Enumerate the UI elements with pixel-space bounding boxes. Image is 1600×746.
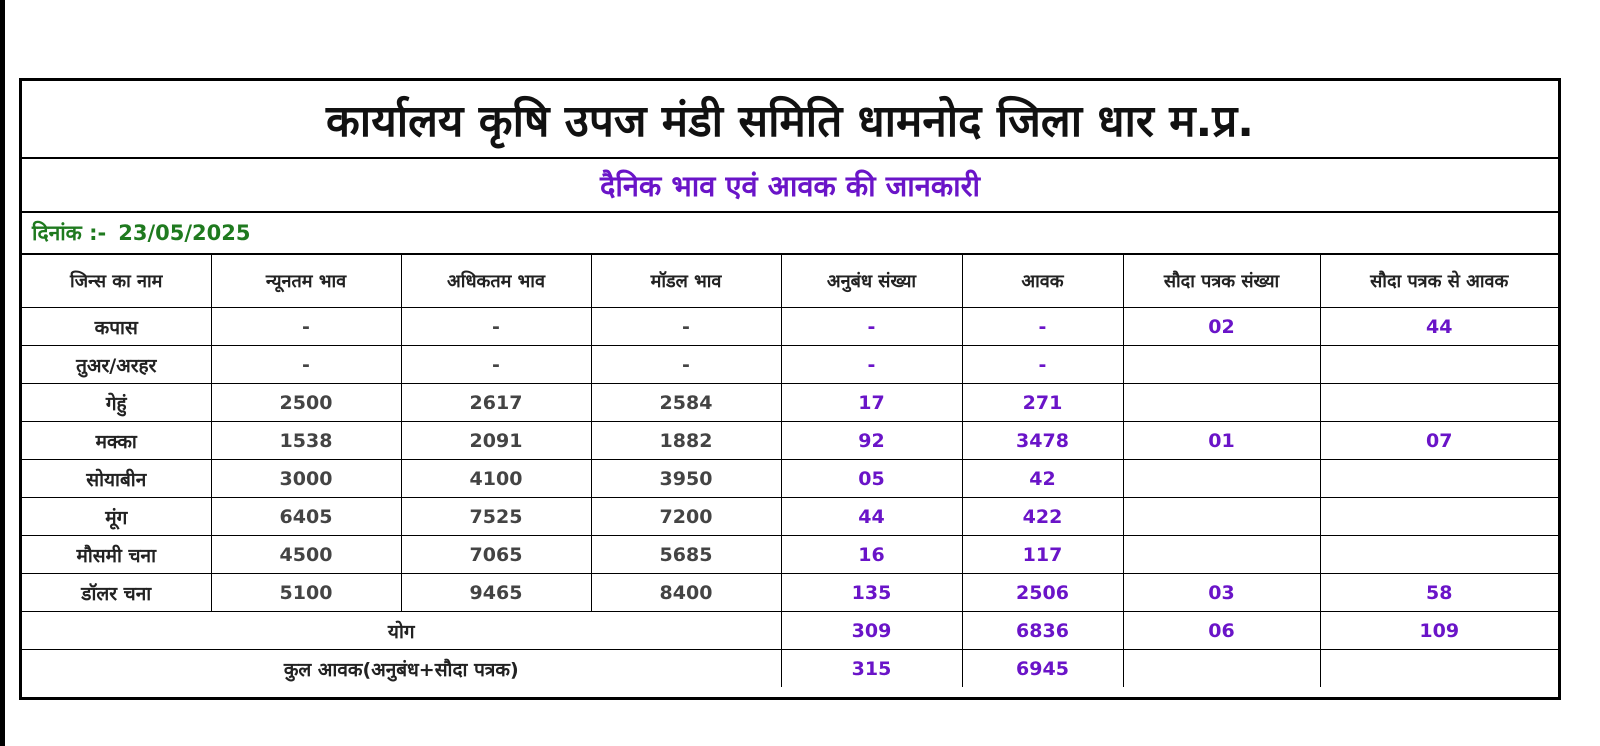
sauda-count [1123,536,1320,574]
total-sauda-arrival: 109 [1320,612,1558,650]
sauda-count [1123,384,1320,422]
model-price: - [591,308,781,346]
max-price: 2091 [401,422,591,460]
commodity-name: कपास [22,308,211,346]
table-row [22,346,1558,384]
model-price: - [591,346,781,384]
sauda-count: 02 [1123,308,1320,346]
header-contract-count: अनुबंध संख्या [781,255,962,308]
sauda-arrival: 58 [1320,574,1558,612]
sauda-count [1123,498,1320,536]
table-row [22,422,1558,460]
table-row [22,308,1558,346]
total-contracts: 309 [781,612,962,650]
max-price: 9465 [401,574,591,612]
min-price: 6405 [211,498,401,536]
min-price: 3000 [211,460,401,498]
max-price: 2617 [401,384,591,422]
sauda-arrival: 44 [1320,308,1558,346]
contract-count: 92 [781,422,962,460]
model-price: 7200 [591,498,781,536]
grand-total-arrival: 6945 [962,650,1123,688]
model-price: 2584 [591,384,781,422]
table-row [22,498,1558,536]
max-price: - [401,346,591,384]
header-min-price: न्यूनतम भाव [211,255,401,308]
commodity-name: डॉलर चना [22,574,211,612]
left-edge-bar [0,0,5,746]
table-row [22,384,1558,422]
contract-count: - [781,308,962,346]
model-price: 1882 [591,422,781,460]
sauda-arrival: 07 [1320,422,1558,460]
contract-count: 17 [781,384,962,422]
commodity-name: मूंग [22,498,211,536]
sauda-count [1123,346,1320,384]
min-price: 1538 [211,422,401,460]
model-price: 8400 [591,574,781,612]
table-row [22,460,1558,498]
sauda-arrival [1320,536,1558,574]
sauda-count: 01 [1123,422,1320,460]
commodity-name: मक्का [22,422,211,460]
sauda-arrival [1320,460,1558,498]
min-price: - [211,308,401,346]
table-row [22,536,1558,574]
date-row [22,213,1558,255]
header-sauda-arrival: सौदा पत्रक से आवक [1320,255,1558,308]
total-sauda-count: 06 [1123,612,1320,650]
arrival: - [962,308,1123,346]
date-label: दिनांक :- [32,221,107,245]
date-value: 23/05/2025 [118,221,251,245]
sauda-count: 03 [1123,574,1320,612]
contract-count: - [781,346,962,384]
max-price: - [401,308,591,346]
total-arrival: 6836 [962,612,1123,650]
model-price: 3950 [591,460,781,498]
max-price: 7065 [401,536,591,574]
total-label: योग [22,612,781,650]
header-arrival: आवक [962,255,1123,308]
commodity-name: सोयाबीन [22,460,211,498]
max-price: 4100 [401,460,591,498]
commodity-name: तुअर/अरहर [22,346,211,384]
commodity-name: गेहुं [22,384,211,422]
arrival: 42 [962,460,1123,498]
grand-total-empty-2 [1320,650,1558,688]
arrival: 422 [962,498,1123,536]
min-price: 4500 [211,536,401,574]
arrival: 3478 [962,422,1123,460]
grand-total-row [22,650,1558,688]
min-price: 2500 [211,384,401,422]
sauda-arrival [1320,384,1558,422]
arrival: 2506 [962,574,1123,612]
report-subtitle: दैनिक भाव एवं आवक की जानकारी [22,159,1558,213]
table-row [22,574,1558,612]
mandi-rate-sheet [19,78,1561,700]
arrival: 271 [962,384,1123,422]
sauda-arrival [1320,346,1558,384]
commodity-name: मौसमी चना [22,536,211,574]
contract-count: 135 [781,574,962,612]
header-model-price: मॉडल भाव [591,255,781,308]
contract-count: 44 [781,498,962,536]
table-header-row [22,255,1558,308]
grand-total-label: कुल आवक(अनुबंध+सौदा पत्रक) [22,650,781,688]
sauda-arrival [1320,498,1558,536]
arrival: 117 [962,536,1123,574]
office-title: कार्यालय कृषि उपज मंडी समिति धामनोद जिला धार म.प्र. [22,81,1558,159]
rates-table [22,255,1558,687]
grand-total-contracts: 315 [781,650,962,688]
header-sauda-count: सौदा पत्रक संख्या [1123,255,1320,308]
min-price: 5100 [211,574,401,612]
header-max-price: अधिकतम भाव [401,255,591,308]
min-price: - [211,346,401,384]
sauda-count [1123,460,1320,498]
max-price: 7525 [401,498,591,536]
header-commodity: जिन्स का नाम [22,255,211,308]
contract-count: 16 [781,536,962,574]
contract-count: 05 [781,460,962,498]
model-price: 5685 [591,536,781,574]
arrival: - [962,346,1123,384]
grand-total-empty-1 [1123,650,1320,688]
total-row [22,612,1558,650]
